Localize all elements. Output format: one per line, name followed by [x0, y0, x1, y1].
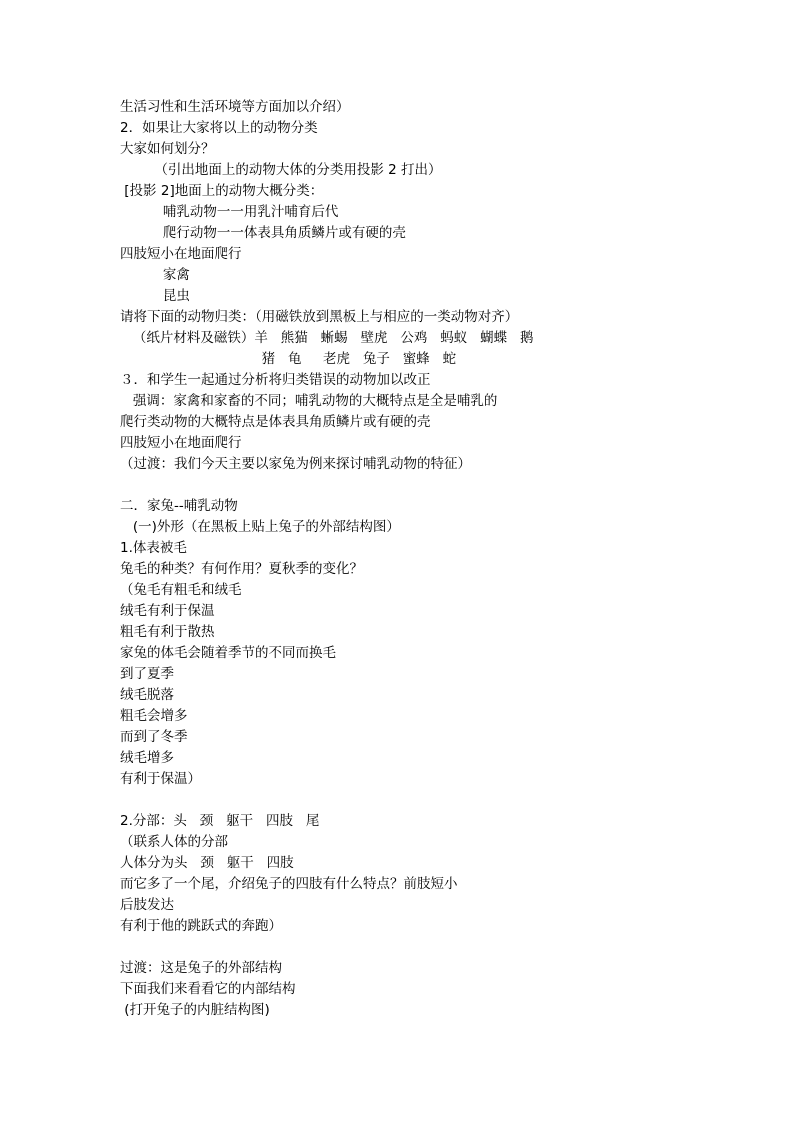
text-line: (一)外形（在黑板上贴上兔子的外部结构图） [120, 519, 400, 535]
text-line: 强调：家禽和家畜的不同；哺乳动物的大概特点是全是哺乳的 [120, 393, 498, 409]
text-line: 生活习性和生活环境等方面加以介绍） [120, 99, 350, 115]
text-line: 昆虫 [120, 288, 190, 304]
section-heading: 二．家兔--哺乳动物 [120, 498, 238, 514]
text-line: 四肢短小在地面爬行 [120, 246, 242, 262]
text-line: 爬行动物一一体表具角质鳞片或有硬的壳 [120, 225, 406, 241]
text-line: ３．和学生一起通过分析将归类错误的动物加以改正 [120, 372, 431, 388]
text-line: [投影 2]地面上的动物大概分类： [120, 183, 324, 199]
text-line: （过渡：我们今天主要以家兔为例来探讨哺乳动物的特征） [120, 456, 471, 472]
text-line: (打开兔子的内脏结构图) [120, 1002, 270, 1018]
text-line: 而它多了一个尾，介绍兔子的四肢有什么特点？前肢短小 [120, 876, 458, 892]
text-line: 四肢短小在地面爬行 [120, 435, 242, 451]
text-line: （引出地面上的动物大体的分类用投影 2 打出） [120, 162, 442, 178]
text-line: 家禽 [120, 267, 190, 283]
text-line: 后肢发达 [120, 897, 174, 913]
text-line: 绒毛增多 [120, 750, 174, 766]
text-line: 兔毛的种类？有何作用？夏秋季的变化？ [120, 561, 363, 577]
text-line: 下面我们来看看它的内部结构 [120, 981, 296, 997]
text-line: （联系人体的分部 [120, 834, 228, 850]
text-line: （纸片材料及磁铁）羊 熊猫 蜥蜴 壁虎 公鸡 蚂蚁 蝴蝶 鹅 [120, 330, 534, 346]
text-line: 粗毛会增多 [120, 708, 188, 724]
text-line: 2．如果让大家将以上的动物分类 [120, 120, 318, 136]
text-line: 爬行类动物的大概特点是体表具角质鳞片或有硬的壳 [120, 414, 431, 430]
text-line: 到了夏季 [120, 666, 174, 682]
text-line: 绒毛脱落 [120, 687, 174, 703]
text-line: 请将下面的动物归类：（用磁铁放到黑板上与相应的一类动物对齐） [120, 309, 519, 325]
text-line: 大家如何划分？ [120, 141, 215, 157]
text-line: 有利于保温） [120, 771, 201, 787]
text-line: 家兔的体毛会随着季节的不同而换毛 [120, 645, 336, 661]
text-line: 哺乳动物一一用乳汁哺育后代 [120, 204, 339, 220]
text-line: 绒毛有利于保温 [120, 603, 215, 619]
text-line: 粗毛有利于散热 [120, 624, 215, 640]
text-line: 猪 龟 老虎 兔子 蜜蜂 蛇 [120, 351, 457, 367]
text-line: 而到了冬季 [120, 729, 188, 745]
text-line: 有利于他的跳跃式的奔跑） [120, 918, 282, 934]
text-line: 2.分部：头 颈 躯干 四肢 尾 [120, 813, 320, 829]
text-line: （兔毛有粗毛和绒毛 [120, 582, 242, 598]
text-line: 1.体表被毛 [120, 540, 187, 556]
text-line: 人体分为头 颈 躯干 四肢 [120, 855, 294, 871]
text-line: 过渡：这是兔子的外部结构 [120, 960, 282, 976]
